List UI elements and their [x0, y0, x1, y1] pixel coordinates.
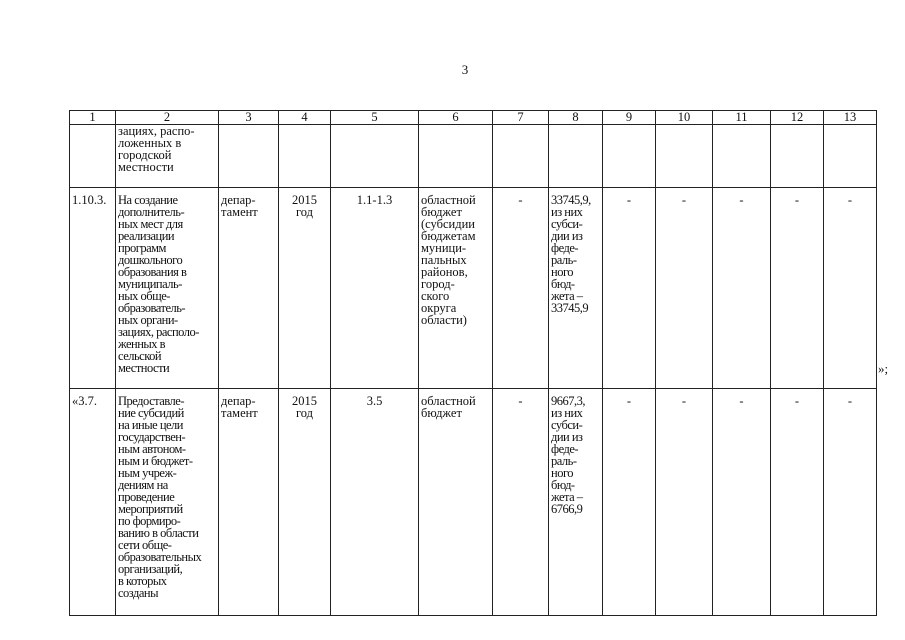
funding-source-cell: областной бюджет	[419, 389, 493, 616]
value-cell: -	[656, 188, 713, 389]
value-cell: -	[824, 389, 877, 616]
value-cell	[713, 125, 771, 188]
column-header: 5	[331, 111, 419, 125]
column-header: 11	[713, 111, 771, 125]
table-row	[70, 188, 877, 389]
value-cell: -	[713, 389, 771, 616]
value-cell: -	[771, 389, 824, 616]
executor-cell: депар- тамент	[219, 188, 279, 389]
value-cell	[493, 125, 549, 188]
column-header: 10	[656, 111, 713, 125]
table-row	[70, 389, 877, 616]
value-cell: -	[824, 188, 877, 389]
indicator-cell: 1.1-1.3	[331, 188, 419, 389]
value-cell: -	[656, 389, 713, 616]
value-cell: -	[603, 389, 656, 616]
period-cell: 2015 год	[279, 188, 331, 389]
description-cell: зациях, распо- ложенных в городской местности	[116, 125, 219, 188]
funding-source-cell: областной бюджет (субсидии бюджетам муници- пальных районов, город- ского округа области)	[419, 188, 493, 389]
value-cell	[656, 125, 713, 188]
column-header: 7	[493, 111, 549, 125]
table-header-row	[70, 111, 877, 125]
column-header: 13	[824, 111, 877, 125]
value-cell: -	[493, 188, 549, 389]
value-cell: 9667,3, из них субси- дии из феде- раль- ного бюд- жета – 6766,9	[549, 389, 603, 616]
column-header: 6	[419, 111, 493, 125]
column-header: 2	[116, 111, 219, 125]
column-header: 3	[219, 111, 279, 125]
funding-source-cell	[419, 125, 493, 188]
value-cell: -	[771, 188, 824, 389]
value-cell	[771, 125, 824, 188]
closing-quote-mark: »;	[878, 361, 889, 376]
column-header: 12	[771, 111, 824, 125]
item-number-cell	[70, 125, 116, 188]
indicator-cell: 3.5	[331, 389, 419, 616]
budget-table	[69, 110, 877, 616]
column-header: 9	[603, 111, 656, 125]
column-header: 4	[279, 111, 331, 125]
value-cell	[603, 125, 656, 188]
executor-cell: депар- тамент	[219, 389, 279, 616]
value-cell: -	[603, 188, 656, 389]
value-cell	[549, 125, 603, 188]
column-header: 1	[70, 111, 116, 125]
executor-cell	[219, 125, 279, 188]
description-cell: На создание дополнитель- ных мест для реализации программ дошкольного образования в муниципаль- ных обще- образователь- ных органи- зациях, располо- женных в сельской местности	[116, 188, 219, 389]
column-header: 8	[549, 111, 603, 125]
period-cell	[279, 125, 331, 188]
table-row	[70, 125, 877, 188]
indicator-cell	[331, 125, 419, 188]
value-cell: 33745,9, из них субси- дии из феде- раль- ного бюд- жета – 33745,9	[549, 188, 603, 389]
description-cell: Предоставле- ние субсидий на иные цели государствен- ным автоном- ным и бюджет- ным учреж- дениям на проведение мероприятий по формиро- ванию в области сети обще- образовательных организаций, в которых созданы	[116, 389, 219, 616]
value-cell	[824, 125, 877, 188]
item-number-cell: «3.7.	[70, 389, 116, 616]
page-number: 3	[461, 62, 469, 77]
period-cell: 2015 год	[279, 389, 331, 616]
value-cell: -	[713, 188, 771, 389]
item-number-cell: 1.10.3.	[70, 188, 116, 389]
value-cell: -	[493, 389, 549, 616]
